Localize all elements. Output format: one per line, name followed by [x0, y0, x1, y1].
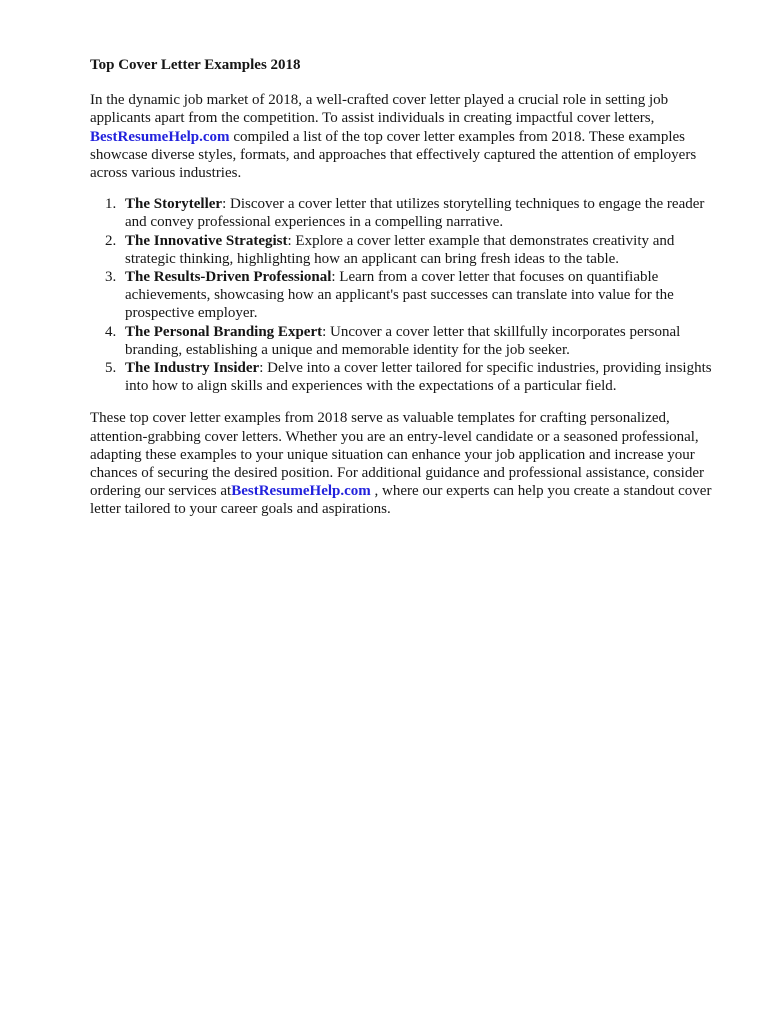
bestresumehelp-link[interactable]: BestResumeHelp.com — [231, 483, 371, 500]
list-item-term: The Industry Insider — [125, 360, 260, 377]
closing-text-before-link: These top cover letter examples from 2018 serve as valuable templates for crafting personalized, attention-grabbing cover letters. Whether you are an entry-level candidate or a seasoned professional, adapting these examples to your unique situation can enhance your job application and increase your chances of securing the desired position. For additional guidance and professional assistance, consider ordering our services at — [90, 410, 704, 500]
list-item-description: : Delve into a cover letter tailored for specific industries, providing insights into how to align skills and experiences with the expectations of a particular field. — [125, 360, 712, 395]
closing-paragraph — [90, 409, 722, 518]
list-item-term: The Results-Driven Professional — [125, 269, 332, 286]
list-item-description: : Discover a cover letter that utilizes storytelling techniques to engage the reader and convey professional experiences in a compelling narrative. — [125, 196, 705, 231]
list-item-term: The Personal Branding Expert — [125, 323, 323, 340]
intro-text-after-link: compiled a list of the top cover letter examples from 2018. These examples showcase diverse styles, formats, and approaches that effectively captured the attention of employers across various industries. — [90, 128, 697, 182]
list-item-description: : Explore a cover letter example that demonstrates creativity and strategic thinking, highlighting how an applicant can bring fresh ideas to the table. — [125, 232, 675, 267]
list-item — [90, 232, 722, 268]
bestresumehelp-link[interactable]: BestResumeHelp.com — [90, 128, 230, 145]
closing-text-after-link: , where our experts can help you create a standout cover letter tailored to your career goals and aspirations. — [90, 483, 712, 518]
cover-letter-examples-list — [90, 195, 722, 395]
list-item-number: 1. — [105, 196, 117, 213]
list-item-term: The Storyteller — [125, 196, 223, 213]
page-title: Top Cover Letter Examples 2018 — [90, 57, 301, 73]
list-item-number: 4. — [105, 323, 117, 340]
intro-paragraph — [90, 91, 722, 182]
document-page — [90, 56, 722, 532]
list-item — [90, 323, 722, 359]
list-item — [90, 268, 722, 323]
list-item-description: : Uncover a cover letter that skillfully incorporates personal branding, establishing a unique and memorable identity for the job seeker. — [125, 323, 681, 358]
list-item-description: : Learn from a cover letter that focuses on quantifiable achievements, showcasing how an applicant's past successes can translate into value for the prospective employer. — [125, 269, 674, 322]
list-item-term: The Innovative Strategist — [125, 232, 288, 249]
intro-text-before-link: In the dynamic job market of 2018, a well-crafted cover letter played a crucial role in setting job applicants apart from the competition. To assist individuals in creating impactful cover letters, — [90, 92, 669, 127]
list-item-number: 2. — [105, 232, 117, 249]
list-item — [90, 195, 722, 231]
list-item-number: 5. — [105, 360, 117, 377]
list-item-number: 3. — [105, 269, 117, 286]
list-item — [90, 359, 722, 395]
